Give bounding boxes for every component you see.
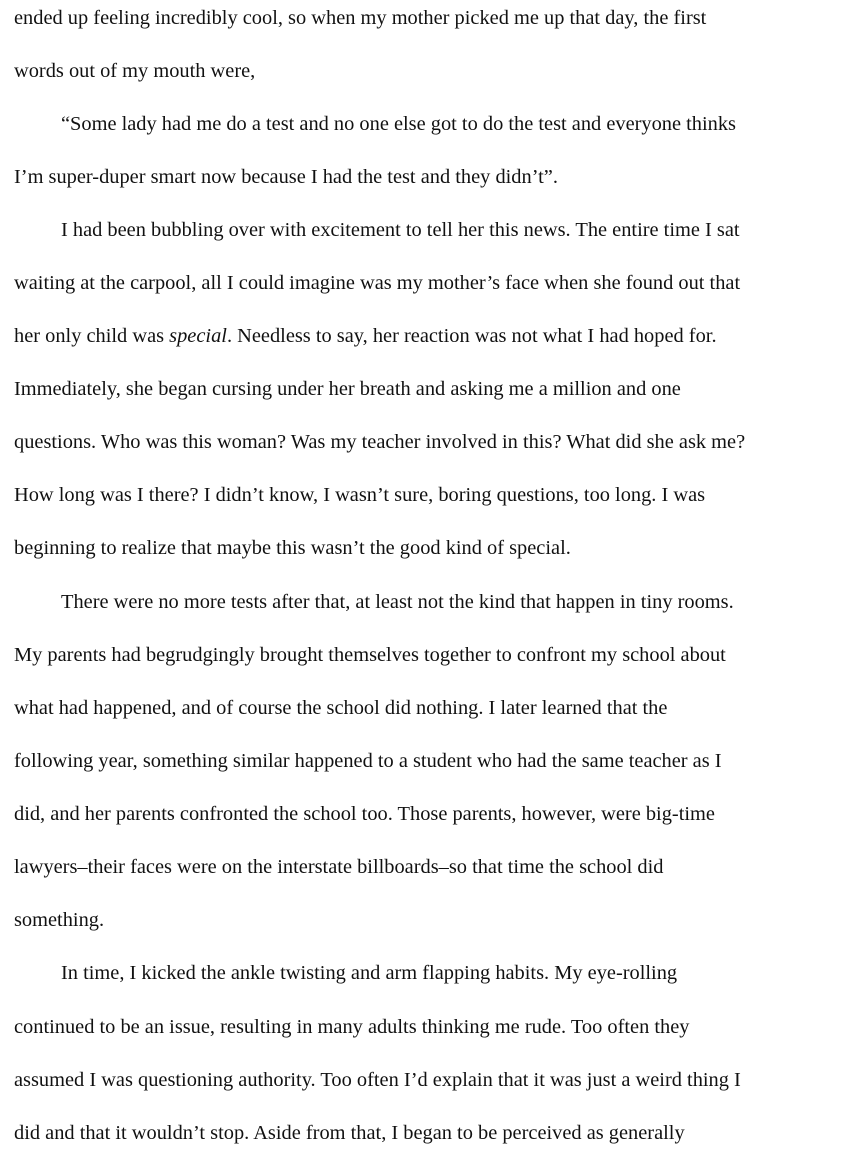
text-line: continued to be an issue, resulting in many adults thinking me rude. Too often they (14, 1016, 690, 1038)
text-line: assumed I was questioning authority. Too often I’d explain that it was just a weird thing I (14, 1069, 741, 1091)
text-line: There were no more tests after that, at least not the kind that happen in tiny rooms. (61, 591, 734, 613)
text-line: following year, something similar happened to a student who had the same teacher as I (14, 750, 722, 772)
text-line: did and that it wouldn’t stop. Aside from that, I began to be perceived as generally (14, 1122, 685, 1144)
text-line: Immediately, she began cursing under her breath and asking me a million and one (14, 378, 681, 400)
text-line: In time, I kicked the ankle twisting and arm flapping habits. My eye-rolling (61, 962, 678, 984)
text-line: beginning to realize that maybe this wasn’t the good kind of special. (14, 537, 571, 559)
text-line: something. (14, 909, 105, 931)
text-line: what had happened, and of course the school did nothing. I later learned that the (14, 697, 668, 719)
text-run: . Needless to say, her reaction was not what I had hoped for. (226, 325, 717, 347)
text-line: lawyers–their faces were on the interstate billboards–so that time the school did (14, 856, 664, 878)
text-line: words out of my mouth were, (14, 60, 256, 82)
text-line: My parents had begrudgingly brought themselves together to confront my school about (14, 644, 726, 666)
emphasized-word: special (169, 325, 227, 347)
text-line: did, and her parents confronted the school too. Those parents, however, were big-time (14, 803, 715, 825)
text-line: I’m super-duper smart now because I had the test and they didn’t”. (14, 166, 558, 188)
text-line: “Some lady had me do a test and no one else got to do the test and everyone thinks (61, 113, 736, 135)
text-run: her only child was (14, 325, 170, 347)
text-line: waiting at the carpool, all I could imagine was my mother’s face when she found out that (14, 272, 741, 294)
text-line: questions. Who was this woman? Was my teacher involved in this? What did she ask me? (14, 431, 746, 453)
text-line (14, 326, 717, 346)
text-line: I had been bubbling over with excitement to tell her this news. The entire time I sat (61, 219, 740, 241)
text-line: ended up feeling incredibly cool, so when my mother picked me up that day, the first (14, 7, 707, 29)
text-line: How long was I there? I didn’t know, I wasn’t sure, boring questions, too long. I was (14, 484, 706, 506)
